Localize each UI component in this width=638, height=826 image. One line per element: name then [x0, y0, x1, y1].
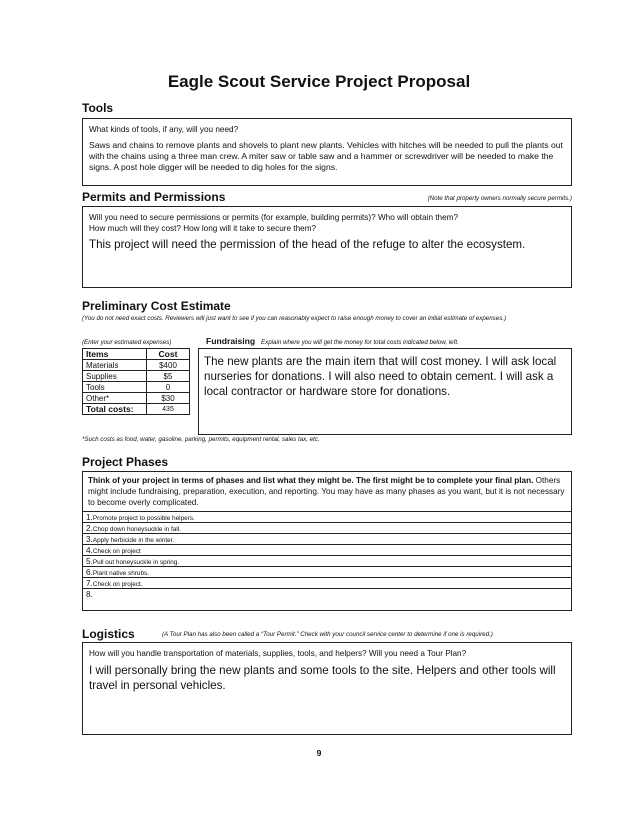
list-item[interactable] — [83, 589, 571, 600]
cost-item: Materials — [83, 360, 147, 371]
phases-list — [83, 511, 571, 600]
permits-note: (Note that property owners normally secure permits.) — [427, 195, 572, 202]
permits-heading: Permits and Permissions — [82, 190, 226, 204]
permits-question-2: How much will they cost? How long will it take to secure them? — [89, 224, 317, 233]
phase-number: 3. — [86, 535, 93, 544]
list-item[interactable] — [83, 578, 571, 589]
cost-value[interactable]: $5 — [147, 371, 190, 382]
tools-question: What kinds of tools, if any, will you need? — [89, 125, 239, 134]
logistics-question: How will you handle transportation of materials, supplies, tools, and helpers? Will you need a Tour Plan? — [89, 649, 467, 658]
phase-text: Check on project — [92, 548, 141, 555]
logistics-heading: Logistics — [82, 627, 135, 641]
logistics-note: (A Tour Plan has also been called a “Tour Permit.” Check with your council service center to determine if one is required.) — [162, 631, 493, 638]
list-item[interactable] — [83, 556, 571, 567]
phase-number: 1. — [86, 513, 93, 522]
phase-number: 4. — [86, 546, 93, 555]
total-value[interactable]: 435 — [147, 404, 190, 415]
list-item[interactable] — [83, 545, 571, 556]
table-row — [83, 393, 190, 404]
phases-question-bold: Think of your project in terms of phases and list what they might be. The first might be to complete your final plan. — [88, 476, 534, 485]
table-row — [83, 382, 190, 393]
table-row — [83, 371, 190, 382]
permits-question-1: Will you need to secure permissions or permits (for example, building permits)? Who will obtain them? — [89, 213, 459, 222]
fundraising-box — [198, 348, 572, 435]
phase-number: 5. — [86, 557, 93, 566]
list-item[interactable] — [83, 534, 571, 545]
cost-footnote: *Such costs as food, water, gasoline, parking, permits, equipment rental, sales tax, etc. — [82, 436, 320, 443]
cost-enter-note: (Enter your estimated expenses) — [82, 339, 172, 346]
logistics-answer[interactable]: I will personally bring the new plants and some tools to the site. Helpers and other tools will travel in personal vehicles. — [89, 664, 556, 692]
phase-text: Plant native shrubs. — [92, 570, 149, 577]
list-item[interactable] — [83, 567, 571, 578]
phase-number: 7. — [86, 579, 93, 588]
cost-value[interactable]: $30 — [147, 393, 190, 404]
phases-question-rest: Others might include fundraising, preparation, execution, and reporting. You may have as many phases as you want, but it is not necessary to become overly complicated. — [88, 476, 565, 507]
col-items-header: Items — [83, 349, 147, 360]
phase-text: Apply herbicide in the winter. — [92, 537, 175, 544]
cost-table-header — [83, 349, 190, 360]
cost-item: Tools — [83, 382, 147, 393]
cost-value[interactable]: 0 — [147, 382, 190, 393]
phases-heading: Project Phases — [82, 455, 169, 469]
cost-note: (You do not need exact costs. Reviewers will just want to see if you can reasonably expect to raise enough money to cover an initial estimate of expenses.) — [82, 315, 507, 322]
fundraising-note: Explain where you will get the money for total costs indicated below, left. — [261, 339, 459, 346]
phase-number: 2. — [86, 524, 93, 533]
page-title: Eagle Scout Service Project Proposal — [167, 72, 471, 91]
phase-text: Pull out honeysuckle in spring. — [92, 559, 180, 566]
col-cost-header: Cost — [147, 349, 190, 360]
page-number: 9 — [316, 748, 322, 758]
table-row — [83, 360, 190, 371]
tools-answer[interactable]: Saws and chains to remove plants and shovels to plant new plants. Vehicles with hitches will be needed to pull the plants out with the chains using a three man crew. A miter saw or table saw and a hammer or screwdriver will be needed to make the signs. A post hole digger will be needed to dig holes for the signs. — [89, 140, 563, 172]
phases-box — [82, 471, 572, 611]
tools-heading: Tools — [82, 101, 114, 115]
cost-value[interactable]: $400 — [147, 360, 190, 371]
cost-heading: Preliminary Cost Estimate — [82, 299, 231, 313]
phase-number: 6. — [86, 568, 93, 577]
total-label: Total costs: — [83, 404, 147, 415]
phase-text: Chop down honeysuckle in fall. — [92, 526, 181, 533]
logistics-box — [82, 642, 572, 735]
fundraising-answer[interactable]: The new plants are the main item that will cost money. I will ask local nurseries for donations. I will also need to obtain cement. I will ask a local contractor or hardware store for donations. — [204, 355, 557, 398]
tools-box — [82, 118, 572, 186]
phase-text: Check on project. — [92, 581, 143, 588]
permits-answer[interactable]: This project will need the permission of the head of the refuge to alter the ecosystem. — [89, 238, 526, 251]
permits-box — [82, 206, 572, 288]
list-item[interactable] — [83, 512, 571, 523]
list-item[interactable] — [83, 523, 571, 534]
fundraising-heading: Fundraising — [206, 336, 256, 346]
total-row — [83, 404, 190, 415]
phase-text: Promote project to possible helpers. — [92, 515, 195, 522]
cost-table — [82, 348, 190, 415]
cost-item: Other* — [83, 393, 147, 404]
phase-number: 8. — [86, 590, 93, 599]
cost-item: Supplies — [83, 371, 147, 382]
phases-question — [88, 475, 570, 508]
